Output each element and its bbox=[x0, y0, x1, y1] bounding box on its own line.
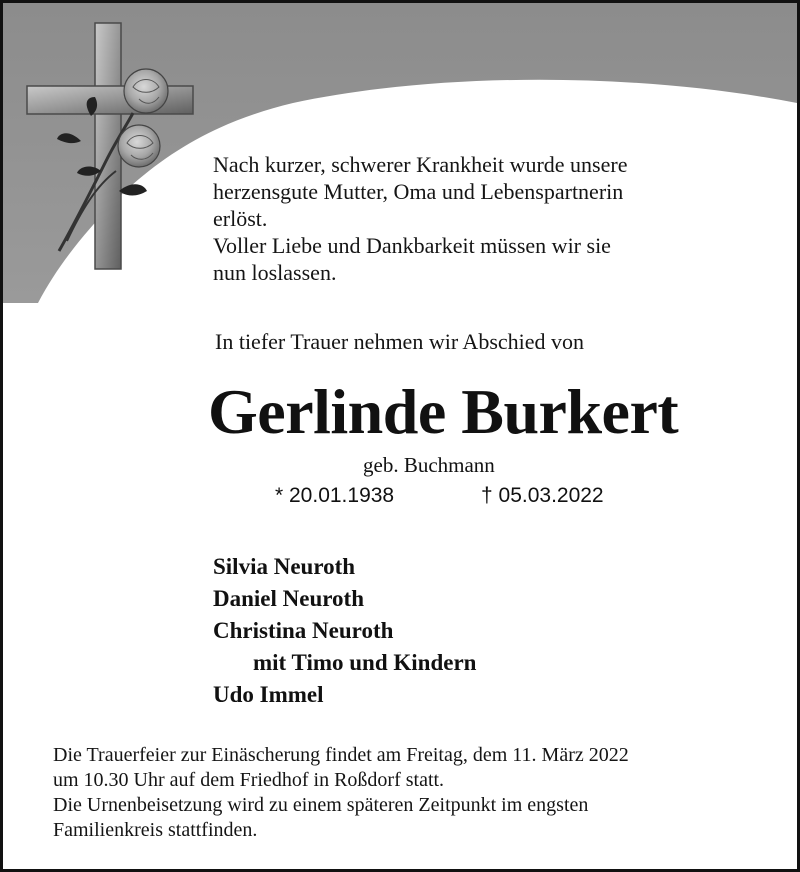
intro-paragraph: Voller Liebe und Dankbarkeit müssen wir sie nun loslassen. bbox=[213, 233, 611, 285]
mourner-name: Christina Neuroth bbox=[213, 618, 394, 643]
mourners-list bbox=[213, 551, 773, 711]
death-date: † 05.03.2022 bbox=[481, 484, 604, 507]
mourner-name: Udo Immel bbox=[213, 682, 324, 707]
cross-with-roses-icon bbox=[21, 21, 201, 279]
deceased-name: Gerlinde Burkert bbox=[208, 376, 679, 447]
service-line: Familienkreis stattfinden. bbox=[53, 819, 258, 841]
service-line: Die Trauerfeier zur Einäscherung findet am Freitag, dem 11. März 2022 bbox=[53, 744, 629, 766]
service-info bbox=[53, 743, 753, 843]
mourner-name: Silvia Neuroth bbox=[213, 554, 356, 579]
service-line: um 10.30 Uhr auf dem Friedhof in Roßdorf statt. bbox=[53, 769, 445, 791]
service-line: Die Urnenbeisetzung wird zu einem späteren Zeitpunkt im engsten bbox=[53, 794, 589, 816]
intro-text bbox=[213, 151, 773, 286]
intro-paragraph: Nach kurzer, schwerer Krankheit wurde unsere herzensgute Mutter, Oma und Lebenspartnerin erlöst. bbox=[213, 152, 628, 231]
birth-date: * 20.01.1938 bbox=[275, 484, 395, 507]
mourner-name: Daniel Neuroth bbox=[213, 586, 364, 611]
mourning-line: In tiefer Trauer nehmen wir Abschied von bbox=[215, 329, 585, 354]
mourner-name: mit Timo und Kindern bbox=[253, 650, 477, 675]
maiden-name: geb. Buchmann bbox=[363, 453, 495, 477]
